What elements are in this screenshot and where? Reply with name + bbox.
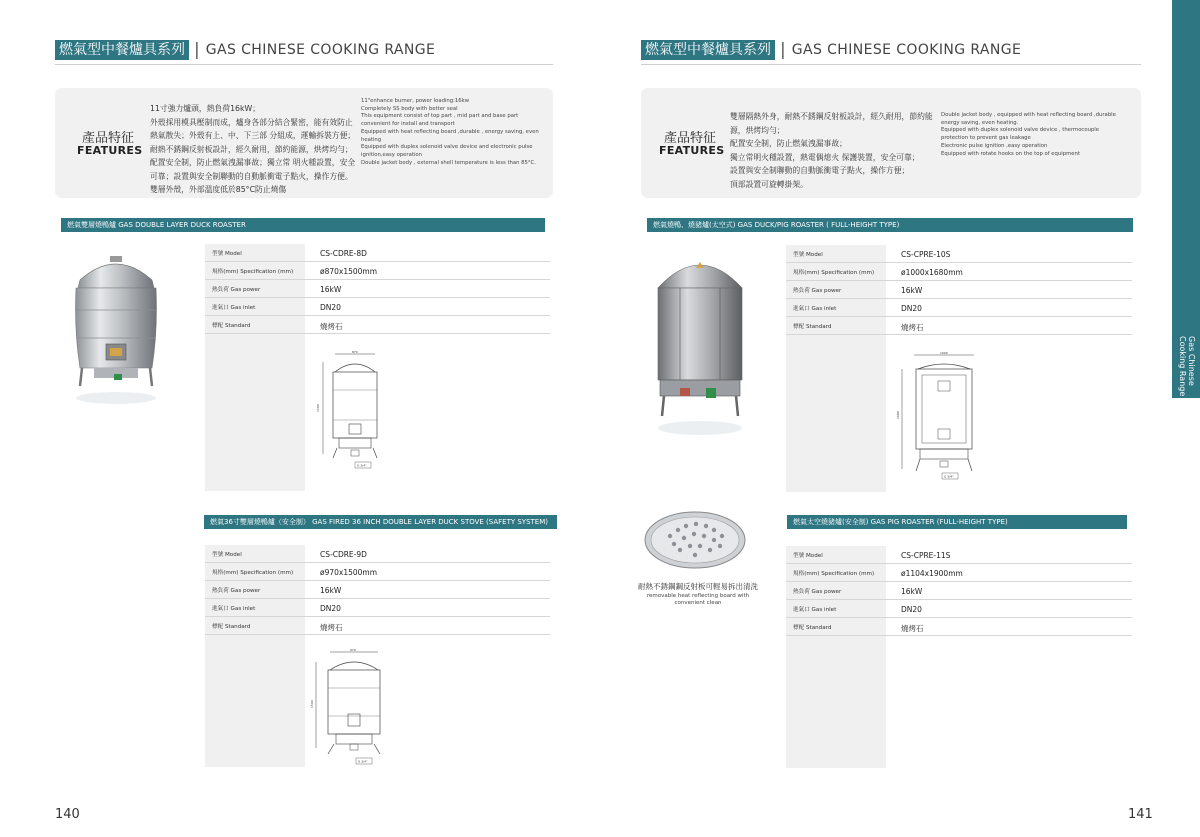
spec-value: CS-CDRE-8D	[320, 249, 367, 258]
features-en-line: convenient for install and transport	[361, 121, 455, 128]
spec-value: ø970x1500mm	[320, 568, 378, 577]
spec-row-size	[786, 263, 1132, 281]
product-photo-duck-roaster	[66, 250, 166, 444]
dim-height: 1500	[316, 404, 320, 412]
spec-label: 熱負荷 Gas power	[793, 589, 842, 595]
dim-width: 870	[352, 350, 358, 354]
spec-row-inlet	[205, 298, 550, 316]
spec-row-size	[205, 563, 550, 581]
spec-row-model	[205, 545, 550, 563]
spec-row-standard	[786, 618, 1132, 636]
features-en-line: Double jacket body , equipped with heat reflecting board ,durable	[941, 112, 1116, 118]
spec-value: 燒烤石	[320, 322, 343, 331]
features-label-en: FEATURES	[77, 144, 143, 157]
spec-label: 進氣口 Gas inlet	[212, 606, 256, 612]
features-en-line: energy saving, even heating.	[941, 119, 1019, 126]
spec-value: CS-CDRE-9D	[320, 550, 367, 559]
plate-caption-en-line: convenient clean	[674, 599, 722, 606]
spec-row-inlet	[205, 599, 550, 617]
spec-label: 規格(mm) Specification (mm)	[793, 571, 875, 577]
spec-value: 16kW	[320, 285, 342, 294]
header-title-en: GAS CHINESE COOKING RANGE	[205, 42, 436, 58]
product-title-bar: 燃氣雙層燒鴨爐 GAS DOUBLE LAYER DUCK ROASTER	[61, 218, 545, 232]
features-panel	[641, 88, 1141, 198]
spec-value: CS-CPRE-10S	[901, 250, 951, 259]
features-text-en	[361, 98, 549, 167]
spec-row-power	[786, 281, 1132, 299]
spec-row-inlet	[786, 299, 1132, 317]
features-en-line: 11"enhance burner, power loading:16kw	[361, 98, 470, 104]
plate-caption-zh: 耐熱不銹鋼鋼反射板可輕易拆出清洗	[638, 582, 758, 591]
spec-row-model	[786, 245, 1132, 263]
features-en-line: Equipped with duplex solenoid valve device and electronic pulse	[361, 144, 533, 151]
spec-value: DN20	[901, 304, 922, 313]
features-panel	[55, 88, 553, 198]
spec-table	[786, 245, 1132, 492]
features-en-line: Equipped with duplex solenoid valve device , thermocouple	[941, 127, 1100, 134]
spec-table	[205, 545, 550, 767]
technical-drawing	[315, 350, 395, 479]
page-number: 141	[1128, 807, 1153, 822]
spec-label: 型號 Model	[212, 552, 242, 558]
header-rule	[55, 64, 553, 65]
spec-label: 型號 Model	[212, 251, 242, 257]
spec-row-standard	[786, 317, 1132, 335]
spec-label: 進氣口 Gas inlet	[793, 306, 837, 312]
spec-label: 標配 Standard	[793, 324, 832, 330]
dim-width: 1000	[940, 351, 948, 355]
features-label-en: FEATURES	[659, 144, 725, 157]
features-label-zh: 產品特征	[81, 131, 134, 146]
spec-value: ø1104x1900mm	[901, 569, 963, 578]
features-zh-line: 11寸強力爐頭，熱負荷16kW；	[150, 104, 261, 113]
features-zh-line: 設置與安全制聯動的自動脈衝電子點火，操作方便；	[730, 166, 910, 175]
side-tab-line: Gas Chinese	[1187, 336, 1196, 386]
header-separator: |	[780, 40, 786, 60]
spec-row-power	[786, 582, 1132, 600]
features-en-line: Completely SS body with better seal	[361, 105, 458, 112]
dim-height: 1500	[310, 700, 314, 708]
features-zh-line: 配置安全制，防止燃氣洩漏事故；獨立常 明火種設置，安全	[150, 158, 356, 167]
spec-value: DN20	[901, 605, 922, 614]
spec-label: 規格(mm) Specification (mm)	[212, 570, 294, 576]
spec-label: 標配 Standard	[212, 323, 251, 329]
features-en-line: Equipped with rotate hooks on the top of equipment	[941, 150, 1080, 157]
features-zh-line: 頂部設置可旋轉掛架。	[730, 179, 808, 189]
features-zh-line: 源，烘烤均勻；	[730, 125, 785, 135]
spec-value: ø870x1500mm	[320, 267, 378, 276]
features-en-line: Double jacket body , external shell temperature is less than 85°C.	[361, 159, 536, 166]
technical-drawing	[894, 351, 989, 485]
header-title-en: GAS CHINESE COOKING RANGE	[791, 42, 1022, 58]
product-title-bar: 燃氣燒鴨、燒豬爐(太空式) GAS DUCK/PIG ROASTER ( FULL-HEIGHT TYPE)	[647, 218, 1133, 232]
spec-row-standard	[205, 617, 550, 635]
technical-drawing	[308, 648, 400, 772]
features-zh-line: 外殼採用模具壓制而成，爐身各部分結合緊密，能有效防止	[150, 117, 353, 127]
features-zh-line: 雙層隔熱外身，耐熱不銹鋼反射板設計，經久耐用，節約能	[730, 112, 933, 121]
features-text-zh	[730, 110, 935, 191]
features-en-line: ignition,easy operation	[361, 151, 423, 158]
spec-label: 規格(mm) Specification (mm)	[212, 269, 294, 275]
spec-value: CS-CPRE-11S	[901, 551, 951, 560]
product-photo-pig-roaster	[650, 248, 750, 452]
dim-height: 1680	[896, 411, 900, 419]
dim-pipe: G 3/4"	[357, 463, 367, 468]
features-en-line: Equipped with heat reflecting board ,durable , energy saving, even	[361, 128, 539, 135]
side-section-tab	[1172, 0, 1200, 398]
side-tab-label	[1178, 336, 1196, 396]
spec-row-inlet	[786, 600, 1132, 618]
spec-label: 型號 Model	[793, 553, 823, 559]
spec-label: 標配 Standard	[793, 625, 832, 631]
spec-label: 標配 Standard	[212, 624, 251, 630]
spec-value: DN20	[320, 303, 341, 312]
spec-label: 熱負荷 Gas power	[212, 588, 261, 594]
spec-value: ø1000x1680mm	[901, 268, 963, 277]
features-en-line: This equipment consist of top part , mid part and base part	[361, 113, 519, 120]
page-number: 140	[55, 807, 80, 822]
spec-label: 熱負荷 Gas power	[793, 288, 842, 294]
header-title-zh: 燃氣型中餐爐具系列	[55, 40, 189, 60]
features-zh-line: 配置安全制，防止燃氣洩漏事故；	[730, 139, 847, 148]
spec-label: 型號 Model	[793, 252, 823, 258]
reflect-plate-photo	[640, 506, 750, 582]
spec-value: 燒烤石	[901, 624, 924, 633]
features-label-zh: 產品特征	[663, 131, 716, 146]
spec-row-model	[786, 546, 1132, 564]
plate-caption-en-line: removable heat reflecting board with	[646, 593, 750, 599]
features-zh-line: 可靠；設置與安全制聯動的自動脈衝電子點火，操作方便。	[150, 171, 353, 181]
spec-row-power	[205, 280, 550, 298]
spec-row-size	[205, 262, 550, 280]
dim-pipe: G 3/4"	[944, 474, 954, 479]
spec-table	[786, 546, 1132, 768]
features-text-zh	[150, 102, 365, 197]
spec-value: DN20	[320, 604, 341, 613]
spec-value: 16kW	[320, 586, 342, 595]
spec-label: 進氣口 Gas inlet	[212, 305, 256, 311]
header-rule	[641, 64, 1141, 65]
spec-label: 規格(mm) Specification (mm)	[793, 270, 875, 276]
spec-row-power	[205, 581, 550, 599]
spec-row-size	[786, 564, 1132, 582]
spec-label: 進氣口 Gas inlet	[793, 607, 837, 613]
spec-value: 燒烤石	[320, 623, 343, 632]
dim-width: 970	[350, 648, 356, 652]
product-title-bar: 燃氣太空燒豬爐(安全制) GAS PIG ROASTER (FULL-HEIGHT TYPE)	[787, 515, 1127, 529]
side-tab-line: Cooking Range	[1178, 336, 1187, 397]
spec-table	[205, 244, 550, 491]
features-zh-line: 熱氣散失；外殼有上、中、下三部 分組成，運輸拆裝方便；	[150, 131, 356, 140]
header-title-zh: 燃氣型中餐爐具系列	[641, 40, 775, 60]
spec-label: 熱負荷 Gas power	[212, 287, 261, 293]
features-en-line: heating	[361, 136, 382, 143]
spec-value: 16kW	[901, 286, 923, 295]
spec-value: 16kW	[901, 587, 923, 596]
features-en-line: Electronic pulse ignition ,easy operation	[941, 142, 1048, 149]
right-page-header	[641, 40, 1021, 60]
spec-row-model	[205, 244, 550, 262]
left-page-header	[55, 40, 435, 60]
features-zh-line: 獨立常明火種設置，熱電偶熄火 保護裝置，安全可靠；	[730, 152, 920, 162]
dim-pipe: G 3/4"	[358, 759, 368, 764]
product-title-bar: 燃氣36寸雙層燒鴨爐（安全制） GAS FIRED 36 INCH DOUBLE LAYER DUCK STOVE (SAFETY SYSTEM)	[204, 515, 557, 529]
plate-caption-en	[628, 593, 768, 606]
spec-row-standard	[205, 316, 550, 334]
features-text-en	[941, 112, 1137, 158]
features-zh-line: 耐熱不銹鋼反射板設計，經久耐用，節約能源，烘烤均勻；	[150, 144, 353, 154]
features-en-line: protection to prevent gas leakage	[941, 135, 1031, 142]
header-separator: |	[194, 40, 200, 60]
spec-value: 燒烤石	[901, 323, 924, 332]
features-zh-line: 雙層外殼，外部溫度低於85°C防止燒傷	[150, 185, 287, 194]
